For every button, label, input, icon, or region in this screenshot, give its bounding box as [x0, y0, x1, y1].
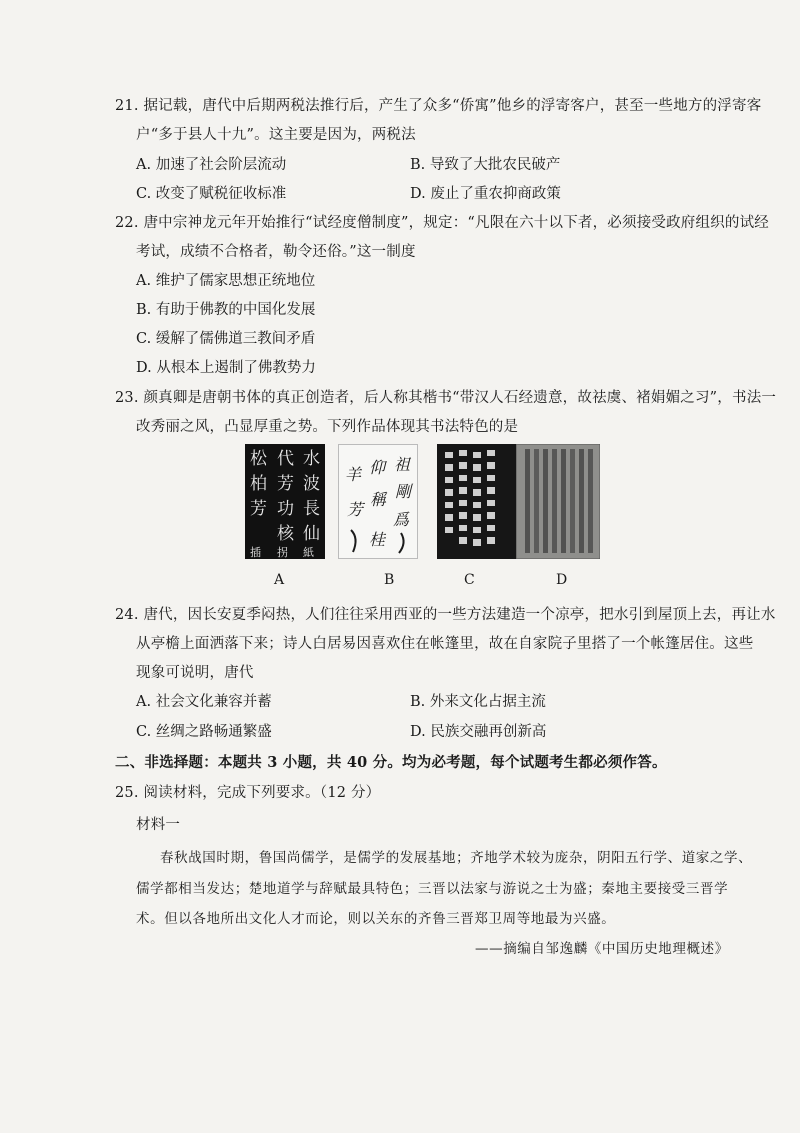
image-label-a: A: [274, 572, 285, 588]
image-label-d: D: [556, 572, 568, 588]
q21-stem-line2: 户“多于县人十九”。这主要是因为，两税法: [136, 127, 416, 143]
q21-option-b: B. 导致了大批农民破产: [410, 157, 561, 173]
q22-stem-line1: 22. 唐中宗神龙元年开始推行“试经度僧制度”，规定：“凡限在六十以下者，必须接受政府组织的试经: [115, 215, 770, 231]
q21-option-d: D. 废止了重农抑商政策: [410, 186, 561, 202]
q22-option-d: D. 从根本上遏制了佛教势力: [136, 360, 316, 376]
calligraphy-image-b: [338, 444, 418, 559]
img-a-char: 水: [303, 449, 320, 469]
material-line2: 儒学都相当发达；楚地道学与辞赋最具特色；三晋以法家与游说之士为盛；秦地主要接受三晋学: [136, 881, 729, 897]
q24-stem-line1: 24. 唐代，因长安夏季闷热，人们往往采用西亚的一些方法建造一个凉亭，把水引到屋顶上去，再让水: [115, 607, 776, 623]
img-b-char: 桂: [369, 530, 386, 549]
img-a-char: 柏: [250, 474, 267, 494]
q24-option-a: A. 社会文化兼容并蓄: [136, 694, 272, 710]
q25-stem: 25. 阅读材料，完成下列要求。（12 分）: [115, 785, 381, 801]
img-a-char: 拐: [277, 546, 288, 559]
q24-option-d: D. 民族交融再创新高: [410, 724, 547, 740]
img-a-char: 代: [277, 449, 294, 469]
q22-option-c: C. 缓解了儒佛道三教间矛盾: [136, 331, 316, 347]
img-a-char: 芳: [250, 499, 267, 519]
img-b-char: 羊: [345, 465, 362, 484]
img-b-char: 剛: [395, 482, 412, 501]
img-b-char: 爲: [393, 510, 410, 529]
q22-option-a: A. 维护了儒家思想正统地位: [136, 273, 316, 289]
q24-stem-line2: 从亭檐上面洒落下来；诗人白居易因喜欢住在帐篷里，故在自家院子里搭了一个帐篷居住。这些: [136, 636, 754, 652]
calligraphy-image-a: [245, 444, 325, 559]
img-b-char: 仰: [369, 458, 386, 477]
q24-option-c: C. 丝绸之路畅通繁盛: [136, 724, 272, 740]
img-b-char: 祖: [394, 455, 411, 474]
q22-option-b: B. 有助于佛教的中国化发展: [136, 302, 316, 318]
q23-stem-line1: 23. 颜真卿是唐朝书体的真正创造者，后人称其楷书“带汉人石经遗意，故祛虞、褚娟媚之习”，书法一: [115, 390, 777, 406]
img-a-char: 芳: [277, 474, 294, 494]
img-a-char: 長: [303, 499, 320, 519]
q23-stem-line2: 改秀丽之风，凸显厚重之势。下列作品体现其书法特色的是: [136, 419, 519, 435]
image-label-b: B: [384, 572, 395, 588]
material-line3: 术。但以各地所出文化人才而论，则以关东的齐鲁三晋郑卫周等地最为兴盛。: [136, 911, 616, 927]
q21-stem-line1: 21. 据记载，唐代中后期两税法推行后，产生了众多“侨寓”他乡的浮寄客户，甚至一些地方的浮寄客: [115, 98, 762, 114]
img-a-char: 核: [277, 524, 294, 544]
image-label-c: C: [464, 572, 475, 588]
img-b-char: 稱: [370, 490, 387, 509]
material-line1: 春秋战国时期，鲁国尚儒学，是儒学的发展基地；齐地学术较为庞杂，阴阳五行学、道家之学、: [160, 850, 753, 866]
q21-option-c: C. 改变了赋税征收标准: [136, 186, 287, 202]
img-a-char: 松: [250, 449, 267, 469]
img-a-char: 仙: [303, 524, 320, 544]
img-a-char: 插: [250, 546, 261, 559]
q24-option-b: B. 外来文化占据主流: [410, 694, 546, 710]
section-heading: 二、非选择题：本题共 3 小题，共 40 分。均为必考题，每个试题考生都必须作答。: [115, 754, 667, 771]
calligraphy-image-d: [516, 444, 600, 559]
img-a-char: 波: [303, 474, 320, 494]
material-source: ——摘编自邹逸麟《中国历史地理概述》: [475, 941, 729, 957]
calligraphy-image-c: [437, 444, 517, 559]
img-a-char: 紙: [303, 546, 314, 559]
q21-option-a: A. 加速了社会阶层流动: [136, 157, 287, 173]
img-a-char: 功: [277, 499, 294, 519]
material-title: 材料一: [136, 817, 181, 833]
q22-stem-line2: 考试，成绩不合格者，勒令还俗。”这一制度: [136, 244, 416, 260]
img-b-char: 芳: [347, 500, 364, 519]
q24-stem-line3: 现象可说明，唐代: [136, 665, 254, 681]
